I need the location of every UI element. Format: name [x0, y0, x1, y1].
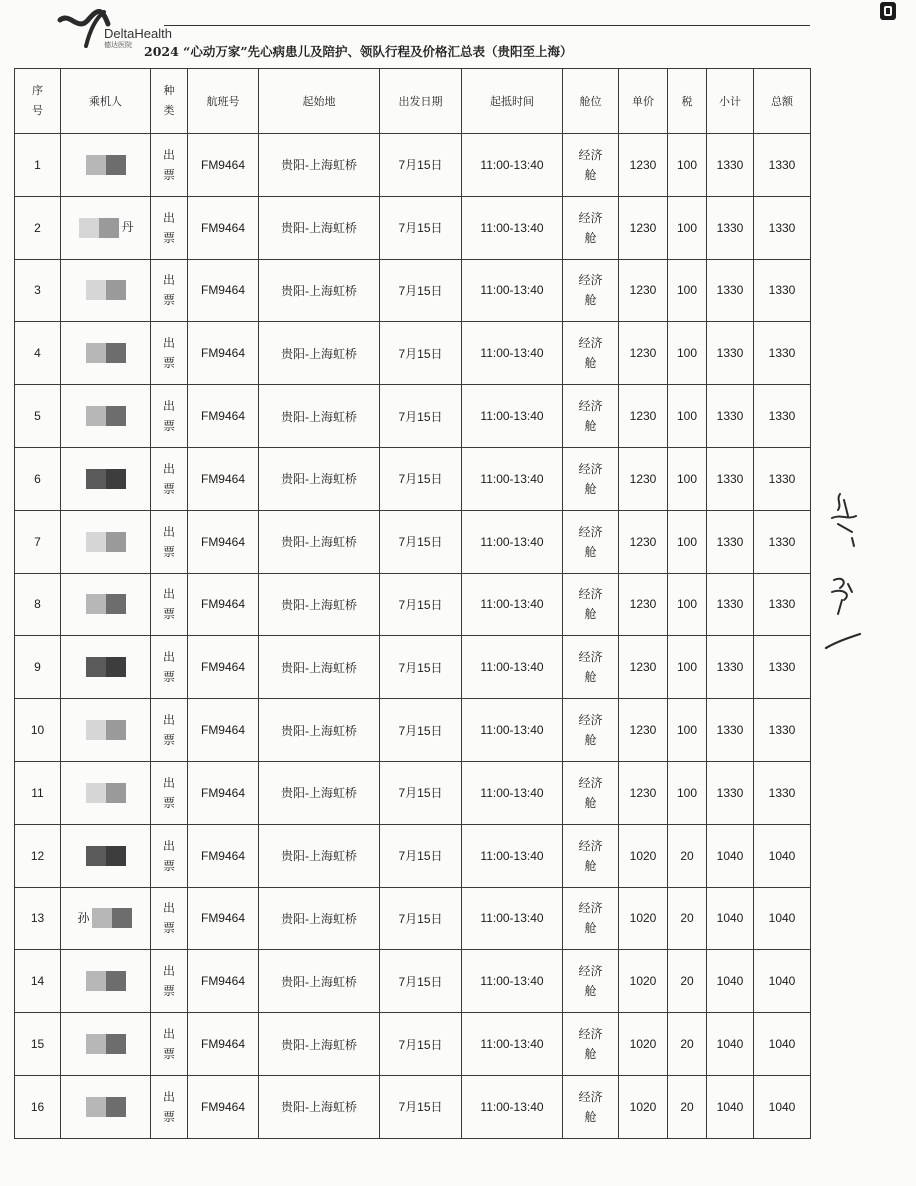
- route: 贵阳-上海虹桥: [259, 573, 380, 636]
- subtotal: 1330: [707, 573, 754, 636]
- cabin-class: 经济 舱: [563, 510, 619, 573]
- subtotal: 1330: [707, 761, 754, 824]
- flight-time: 11:00-13:40: [462, 134, 563, 197]
- flight-time: 11:00-13:40: [462, 196, 563, 259]
- tax: 20: [668, 1075, 707, 1138]
- flight-number: FM9464: [188, 761, 259, 824]
- table-row: [15, 887, 811, 950]
- route: 贵阳-上海虹桥: [259, 385, 380, 448]
- passenger-name: [61, 510, 151, 573]
- unit-price: 1230: [619, 385, 668, 448]
- unit-price: 1230: [619, 573, 668, 636]
- table-body: [15, 134, 811, 1139]
- subtotal: 1330: [707, 510, 754, 573]
- ticket-type: 出 票: [151, 385, 188, 448]
- table-row: [15, 385, 811, 448]
- departure-date: 7月15日: [380, 1075, 462, 1138]
- route: 贵阳-上海虹桥: [259, 761, 380, 824]
- table-row: [15, 573, 811, 636]
- flight-time: 11:00-13:40: [462, 761, 563, 824]
- row-number: 15: [15, 1013, 61, 1076]
- tax: 100: [668, 573, 707, 636]
- tax: 20: [668, 950, 707, 1013]
- column-header: 总额: [754, 69, 811, 134]
- cabin-class: 经济 舱: [563, 322, 619, 385]
- total-amount: 1330: [754, 322, 811, 385]
- unit-price: 1230: [619, 636, 668, 699]
- flight-number: FM9464: [188, 259, 259, 322]
- subtotal: 1040: [707, 887, 754, 950]
- tax: 100: [668, 259, 707, 322]
- column-header: 起始地: [259, 69, 380, 134]
- subtotal: 1330: [707, 196, 754, 259]
- passenger-name: [61, 950, 151, 1013]
- tax: 20: [668, 887, 707, 950]
- departure-date: 7月15日: [380, 196, 462, 259]
- row-number: 10: [15, 699, 61, 762]
- title-rule: [164, 25, 810, 26]
- route: 贵阳-上海虹桥: [259, 447, 380, 510]
- table-header-row: [15, 69, 811, 134]
- departure-date: 7月15日: [380, 510, 462, 573]
- table-row: [15, 636, 811, 699]
- ticket-type: 出 票: [151, 1075, 188, 1138]
- name-fragment-left: 孙: [77, 910, 90, 925]
- cabin-class: 经济 舱: [563, 1075, 619, 1138]
- passenger-name: [61, 196, 151, 259]
- tax: 100: [668, 510, 707, 573]
- unit-price: 1230: [619, 259, 668, 322]
- passenger-name: [61, 447, 151, 510]
- column-header: 序 号: [15, 69, 61, 134]
- departure-date: 7月15日: [380, 322, 462, 385]
- total-amount: 1330: [754, 573, 811, 636]
- table-row: [15, 259, 811, 322]
- subtotal: 1330: [707, 636, 754, 699]
- column-header: 起抵时间: [462, 69, 563, 134]
- flight-time: 11:00-13:40: [462, 1075, 563, 1138]
- ticket-type: 出 票: [151, 824, 188, 887]
- passenger-name: [61, 385, 151, 448]
- passenger-name: [61, 259, 151, 322]
- table-row: [15, 134, 811, 197]
- unit-price: 1230: [619, 322, 668, 385]
- table-row: [15, 699, 811, 762]
- flight-time: 11:00-13:40: [462, 385, 563, 448]
- total-amount: 1040: [754, 1013, 811, 1076]
- tax: 100: [668, 134, 707, 197]
- unit-price: 1020: [619, 1013, 668, 1076]
- row-number: 13: [15, 887, 61, 950]
- table-row: [15, 824, 811, 887]
- row-number: 7: [15, 510, 61, 573]
- cabin-class: 经济 舱: [563, 385, 619, 448]
- row-number: 5: [15, 385, 61, 448]
- route: 贵阳-上海虹桥: [259, 950, 380, 1013]
- departure-date: 7月15日: [380, 636, 462, 699]
- redacted-name-block: [86, 1097, 126, 1117]
- unit-price: 1230: [619, 134, 668, 197]
- redacted-name-block: [86, 469, 126, 489]
- ticket-type: 出 票: [151, 259, 188, 322]
- unit-price: 1230: [619, 510, 668, 573]
- subtotal: 1330: [707, 447, 754, 510]
- corner-badge-icon: [880, 2, 896, 20]
- redacted-name-block: [86, 155, 126, 175]
- tax: 100: [668, 322, 707, 385]
- ticket-type: 出 票: [151, 196, 188, 259]
- passenger-name: [61, 1013, 151, 1076]
- departure-date: 7月15日: [380, 887, 462, 950]
- route: 贵阳-上海虹桥: [259, 824, 380, 887]
- column-header: 小计: [707, 69, 754, 134]
- flight-time: 11:00-13:40: [462, 1013, 563, 1076]
- flight-time: 11:00-13:40: [462, 510, 563, 573]
- cabin-class: 经济 舱: [563, 573, 619, 636]
- flight-number: FM9464: [188, 510, 259, 573]
- route: 贵阳-上海虹桥: [259, 196, 380, 259]
- table-row: [15, 1075, 811, 1138]
- total-amount: 1330: [754, 699, 811, 762]
- row-number: 3: [15, 259, 61, 322]
- redacted-name-block: [86, 720, 126, 740]
- subtotal: 1040: [707, 950, 754, 1013]
- itinerary-table: [14, 68, 811, 1139]
- flight-time: 11:00-13:40: [462, 950, 563, 1013]
- ticket-type: 出 票: [151, 887, 188, 950]
- ticket-type: 出 票: [151, 510, 188, 573]
- redacted-name-block: [86, 971, 126, 991]
- tax: 20: [668, 1013, 707, 1076]
- ticket-type: 出 票: [151, 447, 188, 510]
- ticket-type: 出 票: [151, 950, 188, 1013]
- ticket-type: 出 票: [151, 573, 188, 636]
- flight-time: 11:00-13:40: [462, 322, 563, 385]
- row-number: 11: [15, 761, 61, 824]
- total-amount: 1040: [754, 824, 811, 887]
- redacted-name-block: [79, 218, 119, 238]
- tax: 100: [668, 447, 707, 510]
- flight-time: 11:00-13:40: [462, 824, 563, 887]
- tax: 100: [668, 636, 707, 699]
- subtotal: 1330: [707, 699, 754, 762]
- subtotal: 1040: [707, 824, 754, 887]
- table-row: [15, 761, 811, 824]
- flight-number: FM9464: [188, 950, 259, 1013]
- redacted-name-block: [86, 280, 126, 300]
- passenger-name: [61, 699, 151, 762]
- departure-date: 7月15日: [380, 573, 462, 636]
- unit-price: 1230: [619, 447, 668, 510]
- flight-number: FM9464: [188, 447, 259, 510]
- total-amount: 1330: [754, 761, 811, 824]
- row-number: 1: [15, 134, 61, 197]
- total-amount: 1040: [754, 887, 811, 950]
- unit-price: 1020: [619, 824, 668, 887]
- flight-number: FM9464: [188, 699, 259, 762]
- flight-number: FM9464: [188, 636, 259, 699]
- redacted-name-block: [92, 908, 132, 928]
- flight-number: FM9464: [188, 887, 259, 950]
- departure-date: 7月15日: [380, 824, 462, 887]
- total-amount: 1330: [754, 196, 811, 259]
- departure-date: 7月15日: [380, 259, 462, 322]
- cabin-class: 经济 舱: [563, 259, 619, 322]
- flight-number: FM9464: [188, 824, 259, 887]
- subtotal: 1330: [707, 134, 754, 197]
- handwritten-signature: [818, 488, 878, 668]
- unit-price: 1230: [619, 699, 668, 762]
- tax: 100: [668, 385, 707, 448]
- unit-price: 1230: [619, 761, 668, 824]
- table-row: [15, 322, 811, 385]
- logo-subtitle: 德达医院: [104, 41, 132, 49]
- row-number: 6: [15, 447, 61, 510]
- unit-price: 1020: [619, 887, 668, 950]
- total-amount: 1330: [754, 134, 811, 197]
- cabin-class: 经济 舱: [563, 824, 619, 887]
- page-title: 2024 “心动万家”先心病患儿及陪护、领队行程及价格汇总表（贵阳至上海）: [144, 44, 573, 59]
- cabin-class: 经济 舱: [563, 636, 619, 699]
- flight-number: FM9464: [188, 134, 259, 197]
- flight-number: FM9464: [188, 1075, 259, 1138]
- ticket-type: 出 票: [151, 134, 188, 197]
- flight-time: 11:00-13:40: [462, 259, 563, 322]
- redacted-name-block: [86, 1034, 126, 1054]
- flight-time: 11:00-13:40: [462, 573, 563, 636]
- row-number: 9: [15, 636, 61, 699]
- column-header: 航班号: [188, 69, 259, 134]
- flight-time: 11:00-13:40: [462, 636, 563, 699]
- tax: 20: [668, 824, 707, 887]
- unit-price: 1020: [619, 950, 668, 1013]
- tax: 100: [668, 761, 707, 824]
- cabin-class: 经济 舱: [563, 761, 619, 824]
- row-number: 16: [15, 1075, 61, 1138]
- route: 贵阳-上海虹桥: [259, 1075, 380, 1138]
- column-header: 出发日期: [380, 69, 462, 134]
- route: 贵阳-上海虹桥: [259, 259, 380, 322]
- departure-date: 7月15日: [380, 761, 462, 824]
- total-amount: 1040: [754, 950, 811, 1013]
- passenger-name: [61, 636, 151, 699]
- passenger-name: [61, 761, 151, 824]
- ticket-type: 出 票: [151, 636, 188, 699]
- row-number: 12: [15, 824, 61, 887]
- route: 贵阳-上海虹桥: [259, 134, 380, 197]
- unit-price: 1230: [619, 196, 668, 259]
- flight-number: FM9464: [188, 1013, 259, 1076]
- flight-number: FM9464: [188, 385, 259, 448]
- departure-date: 7月15日: [380, 699, 462, 762]
- column-header: 税: [668, 69, 707, 134]
- flight-time: 11:00-13:40: [462, 887, 563, 950]
- flight-number: FM9464: [188, 196, 259, 259]
- row-number: 4: [15, 322, 61, 385]
- total-amount: 1330: [754, 259, 811, 322]
- redacted-name-block: [86, 846, 126, 866]
- unit-price: 1020: [619, 1075, 668, 1138]
- tax: 100: [668, 699, 707, 762]
- departure-date: 7月15日: [380, 447, 462, 510]
- subtotal: 1330: [707, 322, 754, 385]
- flight-time: 11:00-13:40: [462, 447, 563, 510]
- total-amount: 1040: [754, 1075, 811, 1138]
- column-header: 种 类: [151, 69, 188, 134]
- total-amount: 1330: [754, 510, 811, 573]
- table-row: [15, 1013, 811, 1076]
- subtotal: 1040: [707, 1075, 754, 1138]
- column-header: 乘机人: [61, 69, 151, 134]
- route: 贵阳-上海虹桥: [259, 1013, 380, 1076]
- redacted-name-block: [86, 343, 126, 363]
- cabin-class: 经济 舱: [563, 134, 619, 197]
- total-amount: 1330: [754, 636, 811, 699]
- departure-date: 7月15日: [380, 950, 462, 1013]
- column-header: 舱位: [563, 69, 619, 134]
- passenger-name: [61, 322, 151, 385]
- cabin-class: 经济 舱: [563, 1013, 619, 1076]
- ticket-type: 出 票: [151, 1013, 188, 1076]
- route: 贵阳-上海虹桥: [259, 510, 380, 573]
- row-number: 2: [15, 196, 61, 259]
- redacted-name-block: [86, 594, 126, 614]
- tax: 100: [668, 196, 707, 259]
- table-row: [15, 950, 811, 1013]
- subtotal: 1330: [707, 385, 754, 448]
- passenger-name: [61, 1075, 151, 1138]
- ticket-type: 出 票: [151, 322, 188, 385]
- cabin-class: 经济 舱: [563, 887, 619, 950]
- route: 贵阳-上海虹桥: [259, 699, 380, 762]
- ticket-type: 出 票: [151, 761, 188, 824]
- passenger-name: [61, 573, 151, 636]
- cabin-class: 经济 舱: [563, 950, 619, 1013]
- flight-number: FM9464: [188, 322, 259, 385]
- cabin-class: 经济 舱: [563, 447, 619, 510]
- cabin-class: 经济 舱: [563, 196, 619, 259]
- name-fragment-right: 丹: [121, 219, 134, 234]
- passenger-name: [61, 824, 151, 887]
- flight-number: FM9464: [188, 573, 259, 636]
- departure-date: 7月15日: [380, 134, 462, 197]
- redacted-name-block: [86, 657, 126, 677]
- redacted-name-block: [86, 406, 126, 426]
- departure-date: 7月15日: [380, 1013, 462, 1076]
- redacted-name-block: [86, 783, 126, 803]
- table-row: [15, 447, 811, 510]
- subtotal: 1330: [707, 259, 754, 322]
- cabin-class: 经济 舱: [563, 699, 619, 762]
- redacted-name-block: [86, 532, 126, 552]
- column-header: 单价: [619, 69, 668, 134]
- route: 贵阳-上海虹桥: [259, 636, 380, 699]
- logo-wordmark: DeltaHealth: [104, 26, 172, 41]
- flight-time: 11:00-13:40: [462, 699, 563, 762]
- ticket-type: 出 票: [151, 699, 188, 762]
- row-number: 14: [15, 950, 61, 1013]
- route: 贵阳-上海虹桥: [259, 887, 380, 950]
- total-amount: 1330: [754, 385, 811, 448]
- passenger-name: [61, 134, 151, 197]
- departure-date: 7月15日: [380, 385, 462, 448]
- table-row: [15, 196, 811, 259]
- subtotal: 1040: [707, 1013, 754, 1076]
- row-number: 8: [15, 573, 61, 636]
- total-amount: 1330: [754, 447, 811, 510]
- route: 贵阳-上海虹桥: [259, 322, 380, 385]
- table-row: [15, 510, 811, 573]
- passenger-name: [61, 887, 151, 950]
